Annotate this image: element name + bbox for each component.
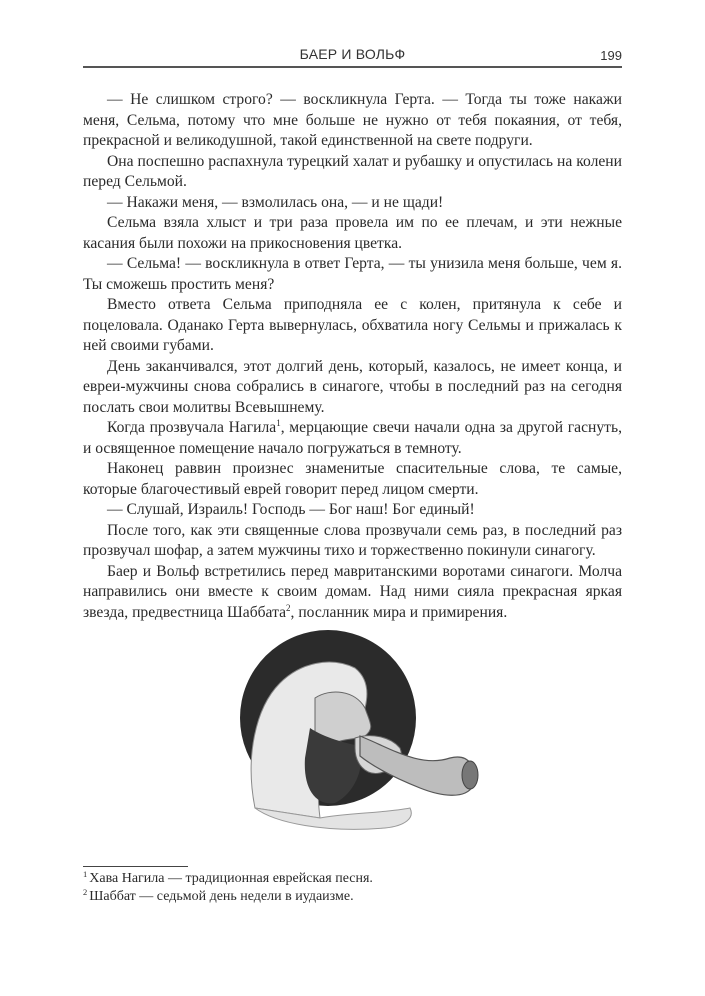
footnote-ref-2[interactable]: 2: [286, 602, 291, 613]
footnote-1: [83, 870, 622, 888]
horn-mouth: [462, 761, 478, 789]
paragraph-text: Баер и Вольф встретились перед мавританскими воротами синагоги. Молча направились они вместе к своим домам. Над ними сияла прекрасная яркая звезда, предвестница Шаббата: [83, 562, 622, 621]
footnote-text: Хава Нагила — традиционная еврейская песня.: [89, 871, 373, 886]
paragraph: Вместо ответа Сельма приподняла ее с колен, притянула к себе и поцеловала. Оданако Герта вывернулась, обхватила ногу Сельмы и прижалась к ней своими губами.: [83, 296, 622, 354]
paragraph: — Слушай, Израиль! Господь — Бог наш! Бог единый!: [107, 501, 475, 518]
footnote-mark: 1: [83, 869, 88, 879]
footnote-2: [83, 888, 622, 906]
header-rule: [83, 66, 622, 68]
paragraph: Наконец раввин произнес знаменитые спасительные слова, те самые, которые благочестивый еврей говорит перед лицом смерти.: [83, 460, 622, 498]
paragraph-text: , посланник мира и примирения.: [290, 603, 508, 621]
footnote-mark: 2: [83, 887, 88, 897]
footnote-rule: [83, 866, 188, 867]
paragraph-text: Когда прозвучала Нагила: [107, 419, 277, 436]
illustration-svg: [215, 628, 505, 838]
paragraph: Она поспешно распахнула турецкий халат и рубашку и опустилась на колени перед Сельмой.: [83, 152, 622, 190]
paragraph: — Сельма! — воскликнула в ответ Герта, — ты унизила меня больше, чем я. Ты сможешь простить меня?: [83, 255, 622, 293]
page-number: 199: [600, 48, 622, 63]
paragraph: После того, как эти священные слова прозвучали семь раз, в последний раз прозвучал шофар, а затем мужчины тихо и торжественно покинули синагогу.: [83, 521, 622, 559]
paragraph: [83, 562, 622, 624]
footnotes: [83, 870, 622, 906]
footnote-ref-1[interactable]: 1: [276, 418, 281, 428]
shofar-blower-illustration: [215, 628, 505, 838]
paragraph: [83, 418, 622, 459]
paragraph-text: , мерцающие свечи начали одна за другой гаснуть, и освященное помещение начало погружаться в темноту.: [83, 419, 622, 457]
paragraph: Сельма взяла хлыст и три раза провела им по ее плечам, и эти нежные касания были похожи на прикосновения цветка.: [83, 214, 622, 252]
running-header: [83, 44, 622, 68]
footnote-text: Шаббат — седьмой день недели в иудаизме.: [89, 889, 354, 904]
body-text: [83, 90, 622, 623]
paragraph: — Не слишком строго? — воскликнула Герта. — Тогда ты тоже накажи меня, Сельма, потому что мне больше не нужно от тебя покаяния, от тебя, прекрасной и великодушной, такой единственной на свете подруги.: [83, 91, 622, 149]
paragraph: День заканчивался, этот долгий день, который, казалось, не имеет конца, и евреи-мужчины снова собрались в синагоге, чтобы в последний раз на сегодня послать свои молитвы Всевышнему.: [83, 357, 622, 416]
robe: [255, 808, 411, 829]
paragraph: — Накажи меня, — взмолилась она, — и не щади!: [107, 193, 444, 211]
running-title: БАЕР И ВОЛЬФ: [299, 46, 406, 62]
